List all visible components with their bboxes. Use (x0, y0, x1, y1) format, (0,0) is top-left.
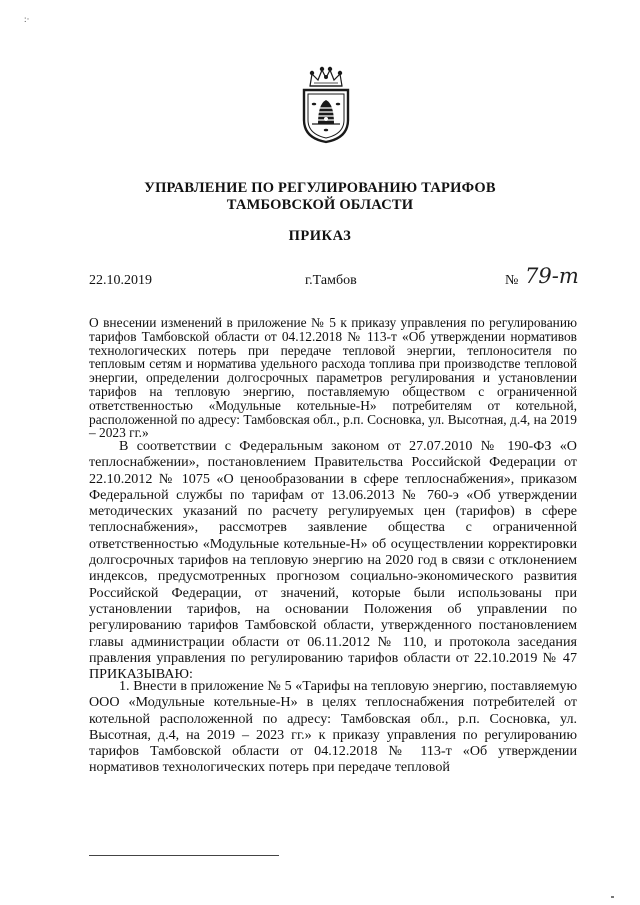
document-number-label: № (505, 273, 519, 288)
body-paragraph-item-1: 1. Внести в приложение № 5 «Тарифы на тепловую энергию, поставляемую ООО «Модульные котельные-Н» в целях теплоснабжения потребителей от котельной расположенной по адресу: Тамбовская обл., р.п. Сосновка, ул. Высотная, д.4, на 2019 – 2023 гг.» к приказу управления по регулированию тарифов Тамбовской области от 04.12.2018 № 113-т «Об утверждении нормативов технологических потерь при передаче тепловой (89, 678, 577, 776)
scan-artifact-dot (611, 896, 614, 898)
document-city: г.Тамбов (305, 273, 357, 288)
footer-divider (89, 855, 279, 856)
organization-name-line2: ТАМБОВСКОЙ ОБЛАСТИ (226, 197, 414, 213)
scan-artifact: :· (24, 14, 30, 24)
body-paragraph-preamble: В соответствии с Федеральным законом от 27.07.2010 № 190-ФЗ «О теплоснабжении», постановлением Правительства Российской Федерации от 22.10.2012 № 1075 «О ценообразовании в сфере теплоснабжения», приказом Федеральной службы по тарифам от 13.06.2013 № 760-э «Об утверждении методических указаний по расчету регулируемых цен (тарифов) в сфере теплоснабжения», рассмотрев заявление общества с ограниченной ответственностью «Модульные котельные-Н» об осуществлении корректировки долгосрочных тарифов на тепловую энергию на 2020 год в связи с отклонением индексов, предусмотренных прогнозом социально-экономического развития Российской Федерации, от значений, которые были использованы при установлении тарифов, на основании Положения об управлении по регулированию тарифов Тамбовской области, утвержденного постановлением главы администрации области от 06.11.2012 № 110, и протокола заседания правления управления по регулированию тарифов области от 22.10.2019 № 47 ПРИКАЗЫВАЮ: (89, 438, 577, 683)
document-number-handwritten: 79-т (525, 264, 579, 288)
document-date: 22.10.2019 (89, 273, 152, 288)
document-type: ПРИКАЗ (288, 228, 352, 244)
organization-name-line1: УПРАВЛЕНИЕ ПО РЕГУЛИРОВАНИЮ ТАРИФОВ (144, 180, 496, 196)
document-subject: О внесении изменений в приложение № 5 к приказу управления по регулированию тарифов Тамбовской области от 04.12.2018 № 113-т «Об утверждении нормативов технологических потерь при передаче тепловой энергии, теплоносителя по тепловым сетям и норматива удельного расхода топлива при производстве тепловой энергии, определении долгосрочных параметров регулирования и установлении тарифов на тепловую энергию, поставляемую обществом с ограниченной ответственностью «Модульные котельные-Н» потребителям от котельной, расположенной по адресу: Тамбовская обл., р.п. Сосновка, ул. Высотная, д.4, на 2019 – 2023 гг.» (89, 315, 577, 441)
coat-of-arms-icon (296, 64, 356, 144)
